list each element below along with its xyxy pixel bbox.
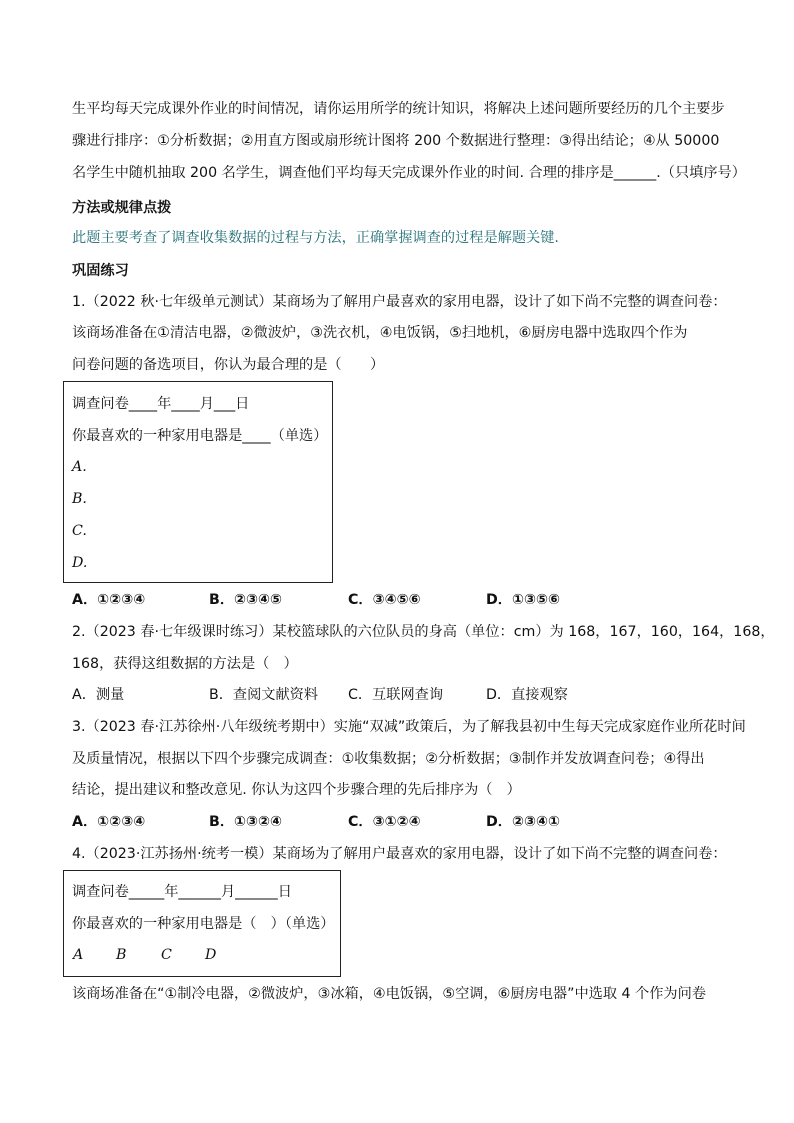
q3-choice-d: D．②③④①: [486, 814, 561, 830]
practice-heading: 巩固练习: [72, 263, 129, 279]
intro-line-2: 骤进行排序：①分析数据；②用直方图或扇形统计图将 200 个数据进行整理：③得出结论；④从 50000: [72, 133, 720, 149]
q3-line-1: 3.（2023 春·江苏徐州·八年级统考期中）实施“双减”政策后，为了解我县初中生每天完成家庭作业所花时间: [72, 719, 746, 735]
q4-box-option-b: B: [116, 947, 127, 963]
q1-line-3: 问卷问题的备选项目，你认为最合理的是（ ）: [72, 357, 385, 373]
q3-line-3: 结论，提出建议和整改意见. 你认为这四个步骤合理的先后排序为（ ）: [72, 782, 521, 798]
q1-box-title: 调查问卷____年____月___日: [72, 396, 250, 412]
q1-choice-c: C．③④⑤⑥: [348, 592, 421, 608]
q2-choice-c: C．互联网查询: [348, 687, 444, 703]
q3-choice-c: C．③①②④: [348, 814, 421, 830]
q1-box-option-d: D.: [72, 555, 88, 571]
q1-box-option-b: B.: [72, 491, 87, 507]
q4-box-question: 你最喜欢的一种家用电器是（ ）（单选）: [72, 916, 335, 932]
q1-box-option-a: A.: [72, 459, 87, 475]
q3-line-2: 及质量情况，根据以下四个步骤完成调查：①收集数据；②分析数据；③制作并发放调查问卷；④得出: [72, 751, 705, 767]
q4-questionnaire-box: [63, 870, 341, 977]
intro-line-1: 生平均每天完成课外作业的时间情况，请你运用所学的统计知识，将解决上述问题所要经历的几个主要步: [72, 101, 725, 117]
q2-choice-d: D．直接观察: [486, 687, 568, 703]
q1-line-2: 该商场准备在①清洁电器，②微波炉，③洗衣机，④电饭锅，⑤扫地机，⑥厨房电器中选取四个作为: [72, 325, 688, 341]
q4-line-1: 4.（2023·江苏扬州·统考一模）某商场为了解用户最喜欢的家用电器，设计了如下尚不完整的调查问卷：: [72, 846, 727, 862]
q1-choice-a: A．①②③④: [72, 592, 146, 608]
q1-choice-b: B．②③④⑤: [209, 592, 283, 608]
q4-line-2: 该商场准备在“①制冷电器，②微波炉，③冰箱，④电饭锅，⑤空调，⑥厨房电器”中选取 4 个作为问卷: [72, 986, 706, 1002]
intro-line-3: 名学生中随机抽取 200 名学生，调查他们平均每天完成课外作业的时间. 合理的排序是______.（只填序号）: [72, 165, 746, 181]
q2-line-1: 2.（2023 春·七年级课时练习）某校篮球队的六位队员的身高（单位：cm）为 168，167，160，164，168，: [72, 624, 775, 640]
q1-questionnaire-box: [63, 381, 333, 583]
q1-box-option-c: C.: [72, 523, 87, 539]
q2-line-2: 168，获得这组数据的方法是（ ）: [72, 656, 298, 672]
q3-choice-b: B．①③②④: [209, 814, 283, 830]
q1-box-question: 你最喜欢的一种家用电器是____（单选）: [72, 428, 328, 444]
q2-choice-a: A．测量: [72, 687, 125, 703]
q4-box-title: 调查问卷_____年______月______日: [72, 884, 292, 900]
q4-box-option-a: A: [73, 947, 84, 963]
method-heading: 方法或规律点拨: [72, 200, 172, 216]
q1-choice-d: D．①③⑤⑥: [486, 592, 561, 608]
q4-box-option-c: C: [161, 947, 172, 963]
q4-box-option-d: D: [205, 947, 217, 963]
q2-choice-b: B．查阅文献资料: [209, 687, 319, 703]
q1-line-1: 1.（2022 秋·七年级单元测试）某商场为了解用户最喜欢的家用电器，设计了如下尚不完整的调查问卷：: [72, 294, 727, 310]
q3-choice-a: A．①②③④: [72, 814, 146, 830]
method-text: 此题主要考查了调查收集数据的过程与方法，正确掌握调查的过程是解题关键.: [72, 230, 559, 246]
